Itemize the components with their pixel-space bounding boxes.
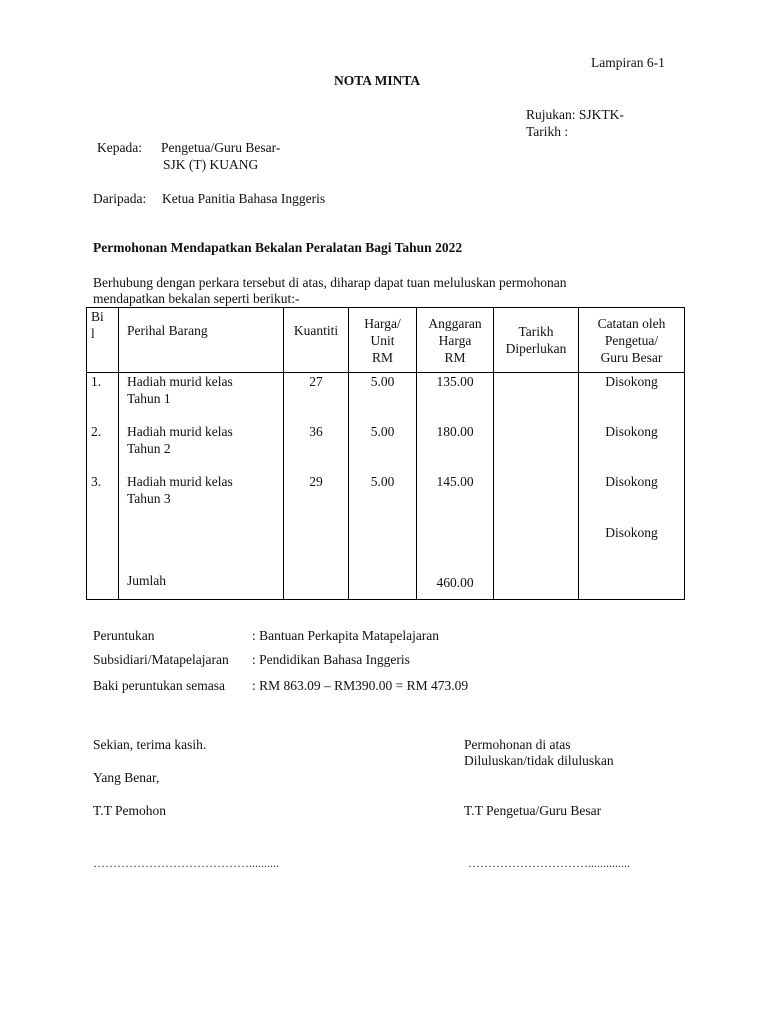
intro-line-1: Berhubung dengan perkara tersebut di atas, diharap dapat tuan meluluskan permohonan <box>93 275 567 290</box>
total-value: 460.00 <box>417 564 494 600</box>
table-row <box>87 373 685 423</box>
row-number: 2. <box>87 423 119 473</box>
row-extra-note: Disokong <box>579 524 685 564</box>
closing-thanks: Sekian, terima kasih. <box>93 737 207 752</box>
balance-label: Baki peruntukan semasa <box>93 678 225 693</box>
row-quantity: 27 <box>284 373 349 423</box>
row-date-needed <box>494 373 579 423</box>
row-budget: 180.00 <box>417 423 494 473</box>
from-sender: Ketua Panitia Bahasa Inggeris <box>162 191 326 206</box>
row-note: Disokong <box>579 373 685 423</box>
table-row <box>87 524 685 564</box>
row-item: Hadiah murid kelas Tahun 3 <box>119 473 284 524</box>
approval-line-2: Diluluskan/tidak diluluskan <box>464 753 614 768</box>
approval-line-1: Permohonan di atas <box>464 737 571 752</box>
applicant-signature-label: T.T Pemohon <box>93 803 166 818</box>
document-title: NOTA MINTA <box>334 73 421 88</box>
row-unit-price: 5.00 <box>349 473 417 524</box>
row-unit-price: 5.00 <box>349 423 417 473</box>
subsidiary-label: Subsidiari/Matapelajaran <box>93 652 229 667</box>
row-quantity: 29 <box>284 473 349 524</box>
table-header-row <box>87 308 685 373</box>
date-label: Tarikh : <box>526 124 569 139</box>
allocation-value: : Bantuan Perkapita Matapelajaran <box>252 628 440 643</box>
header-item: Perihal Barang <box>119 308 284 373</box>
header-budget: Anggaran Harga RM <box>417 308 494 373</box>
applicant-signature-line: ………………………………….......... <box>93 856 279 870</box>
request-table <box>86 307 685 600</box>
row-note: Disokong <box>579 473 685 524</box>
header-date-needed: Tarikh Diperlukan <box>494 308 579 373</box>
header-notes: Catatan oleh Pengetua/ Guru Besar <box>579 308 685 373</box>
from-label: Daripada: <box>93 191 147 206</box>
row-date-needed <box>494 423 579 473</box>
subject-heading: Permohonan Mendapatkan Bekalan Peralatan Bagi Tahun 2022 <box>93 240 463 255</box>
row-item: Hadiah murid kelas Tahun 1 <box>119 373 284 423</box>
intro-line-2: mendapatkan bekalan seperti berikut:- <box>93 291 300 306</box>
principal-signature-line: ………………………….............. <box>468 856 630 870</box>
table-row <box>87 473 685 524</box>
total-label: Jumlah <box>119 564 284 600</box>
header-quantity: Kuantiti <box>284 308 349 373</box>
row-number: 1. <box>87 373 119 423</box>
header-unit-price: Harga/ Unit RM <box>349 308 417 373</box>
balance-value: : RM 863.09 – RM390.00 = RM 473.09 <box>252 678 469 693</box>
reference-label: Rujukan: SJKTK- <box>526 107 624 122</box>
attachment-label: Lampiran 6-1 <box>591 55 665 70</box>
row-number: 3. <box>87 473 119 524</box>
allocation-label: Peruntukan <box>93 628 155 643</box>
header-bil: Bi l <box>87 308 119 373</box>
row-quantity: 36 <box>284 423 349 473</box>
row-item: Hadiah murid kelas Tahun 2 <box>119 423 284 473</box>
closing-sincerely: Yang Benar, <box>93 770 160 785</box>
table-row <box>87 423 685 473</box>
row-budget: 145.00 <box>417 473 494 524</box>
to-school: SJK (T) KUANG <box>163 157 259 172</box>
row-budget: 135.00 <box>417 373 494 423</box>
to-recipient: Pengetua/Guru Besar- <box>161 140 281 155</box>
table-total-row <box>87 564 685 600</box>
row-unit-price: 5.00 <box>349 373 417 423</box>
row-note: Disokong <box>579 423 685 473</box>
row-date-needed <box>494 473 579 524</box>
to-label: Kepada: <box>97 140 142 155</box>
principal-signature-label: T.T Pengetua/Guru Besar <box>464 803 602 818</box>
subsidiary-value: : Pendidikan Bahasa Inggeris <box>252 652 410 667</box>
